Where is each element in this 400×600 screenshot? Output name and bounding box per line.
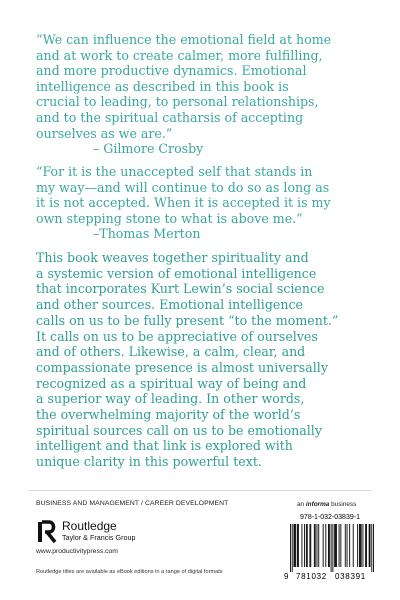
barcode-bar bbox=[340, 524, 341, 567]
book-description bbox=[36, 250, 366, 470]
barcode-bar bbox=[290, 524, 291, 572]
barcode-bars bbox=[290, 524, 374, 572]
barcode-bar bbox=[314, 524, 315, 567]
barcode-bar bbox=[335, 524, 336, 567]
barcode-bar bbox=[363, 524, 364, 567]
barcode-bar bbox=[295, 524, 296, 567]
isbn-barcode bbox=[284, 514, 376, 584]
description-line: and of others. Likewise, a calm, clear, and bbox=[36, 344, 306, 360]
barcode-bar bbox=[306, 524, 307, 567]
ebook-availability-note: Routledge titles are available as eBook editions in a range of digital formats bbox=[36, 569, 223, 575]
subject-category: BUSINESS AND MANAGEMENT / CAREER DEVELOPMENT bbox=[36, 500, 229, 507]
publisher-name: Routledge bbox=[62, 519, 117, 533]
description-line: It calls on us to be appreciative of ourselves bbox=[36, 328, 318, 344]
barcode-bar bbox=[331, 524, 332, 572]
barcode-bar bbox=[310, 524, 311, 567]
publisher-website: www.productivitypress.com bbox=[36, 548, 118, 555]
quote-attribution: – Gilmore Crosby bbox=[93, 141, 204, 157]
barcode-bar bbox=[294, 524, 295, 567]
barcode-bar bbox=[317, 524, 318, 567]
barcode-bar bbox=[357, 524, 358, 567]
isbn-number: 978-1-032-03839-1 bbox=[300, 514, 360, 521]
barcode-bar bbox=[359, 524, 360, 567]
barcode-bar bbox=[307, 524, 308, 567]
barcode-bar bbox=[329, 524, 330, 567]
quote-line: own stepping stone to what is above me.” bbox=[36, 210, 303, 226]
quote-thomas-merton bbox=[36, 164, 366, 242]
ean-right-digits: 038391 bbox=[335, 572, 366, 581]
quote-line: “For it is the unaccepted self that stands in bbox=[36, 164, 313, 179]
quote-line: it is not accepted. When it is accepted it is my bbox=[36, 195, 331, 211]
routledge-logo-icon bbox=[36, 520, 60, 544]
barcode-bar bbox=[298, 524, 299, 567]
barcode-bar bbox=[336, 524, 337, 567]
barcode-bar bbox=[332, 524, 333, 572]
barcode-bar bbox=[294, 524, 295, 567]
barcode-bar bbox=[339, 524, 340, 567]
quote-line: “We can influence the emotional field at home bbox=[36, 32, 332, 47]
barcode-bar bbox=[345, 524, 346, 567]
quote-line: and more productive dynamics. Emotional bbox=[36, 63, 307, 79]
barcode-bar bbox=[353, 524, 354, 567]
informa-tagline bbox=[297, 501, 356, 508]
description-line: unique clarity in this powerful text. bbox=[36, 454, 262, 470]
description-line: calls on us to be fully present “to the moment.” bbox=[36, 312, 339, 328]
quote-line: and at work to create calmer, more fulfilling, bbox=[36, 47, 323, 63]
description-line: recognized as a spiritual way of being and bbox=[36, 375, 307, 391]
barcode-bar bbox=[328, 524, 329, 567]
barcode-bar bbox=[347, 524, 348, 567]
publisher-imprint bbox=[62, 520, 136, 542]
quote-line: ourselves as we are.” bbox=[36, 125, 173, 141]
barcode-bar bbox=[369, 524, 370, 567]
barcode-bar bbox=[373, 524, 374, 572]
description-line: compassionate presence is almost universally bbox=[36, 359, 328, 375]
barcode-bar bbox=[318, 524, 319, 567]
tagline-prefix: an bbox=[297, 501, 306, 508]
barcode-bar bbox=[304, 524, 305, 567]
tagline-brand: informa bbox=[305, 501, 330, 508]
barcode-bar bbox=[370, 524, 371, 567]
quote-line: and to the spiritual catharsis of accepting bbox=[36, 109, 304, 125]
quote-line: crucial to leading, to personal relationships, bbox=[36, 94, 319, 110]
barcode-bar bbox=[297, 524, 298, 567]
barcode-bar bbox=[334, 524, 335, 567]
barcode-bar bbox=[315, 524, 316, 567]
quote-gilmore-crosby bbox=[36, 32, 366, 157]
barcode-bar bbox=[323, 524, 324, 567]
description-line: and other sources. Emotional intelligence bbox=[36, 297, 303, 313]
quote-attribution: –Thomas Merton bbox=[93, 226, 201, 242]
description-line: This book weaves together spirituality and bbox=[36, 250, 309, 265]
barcode-bar bbox=[325, 524, 326, 567]
quote-line: my way—and will continue to do so as long as bbox=[36, 179, 330, 195]
barcode-bar bbox=[301, 524, 302, 567]
barcode-bar bbox=[309, 524, 310, 567]
description-line: the overwhelming majority of the world’s bbox=[36, 407, 301, 423]
barcode-bar bbox=[360, 524, 361, 567]
description-line: a systemic version of emotional intelligence bbox=[36, 265, 317, 281]
description-line: that incorporates Kurt Lewin’s social science bbox=[36, 281, 325, 297]
barcode-bar bbox=[365, 524, 366, 567]
publisher-group: Taylor & Francis Group bbox=[62, 533, 136, 542]
description-line: spiritual sources call on us to be emotionally bbox=[36, 422, 322, 438]
barcode-bar bbox=[349, 524, 350, 567]
quote-line: intelligence as described in this book is bbox=[36, 78, 289, 94]
barcode-bar bbox=[361, 524, 362, 567]
description-line: a superior way of leading. In other words, bbox=[36, 391, 305, 407]
tagline-suffix: business bbox=[329, 501, 357, 508]
barcode-bar bbox=[371, 524, 372, 572]
barcode-bar bbox=[366, 524, 367, 567]
footer-divider bbox=[28, 490, 372, 491]
description-line: intelligent and that link is explored with bbox=[36, 438, 293, 454]
ean-lead-digit: 9 bbox=[284, 572, 289, 581]
ean-left-digits: 781032 bbox=[296, 572, 327, 581]
barcode-bar bbox=[292, 524, 293, 572]
